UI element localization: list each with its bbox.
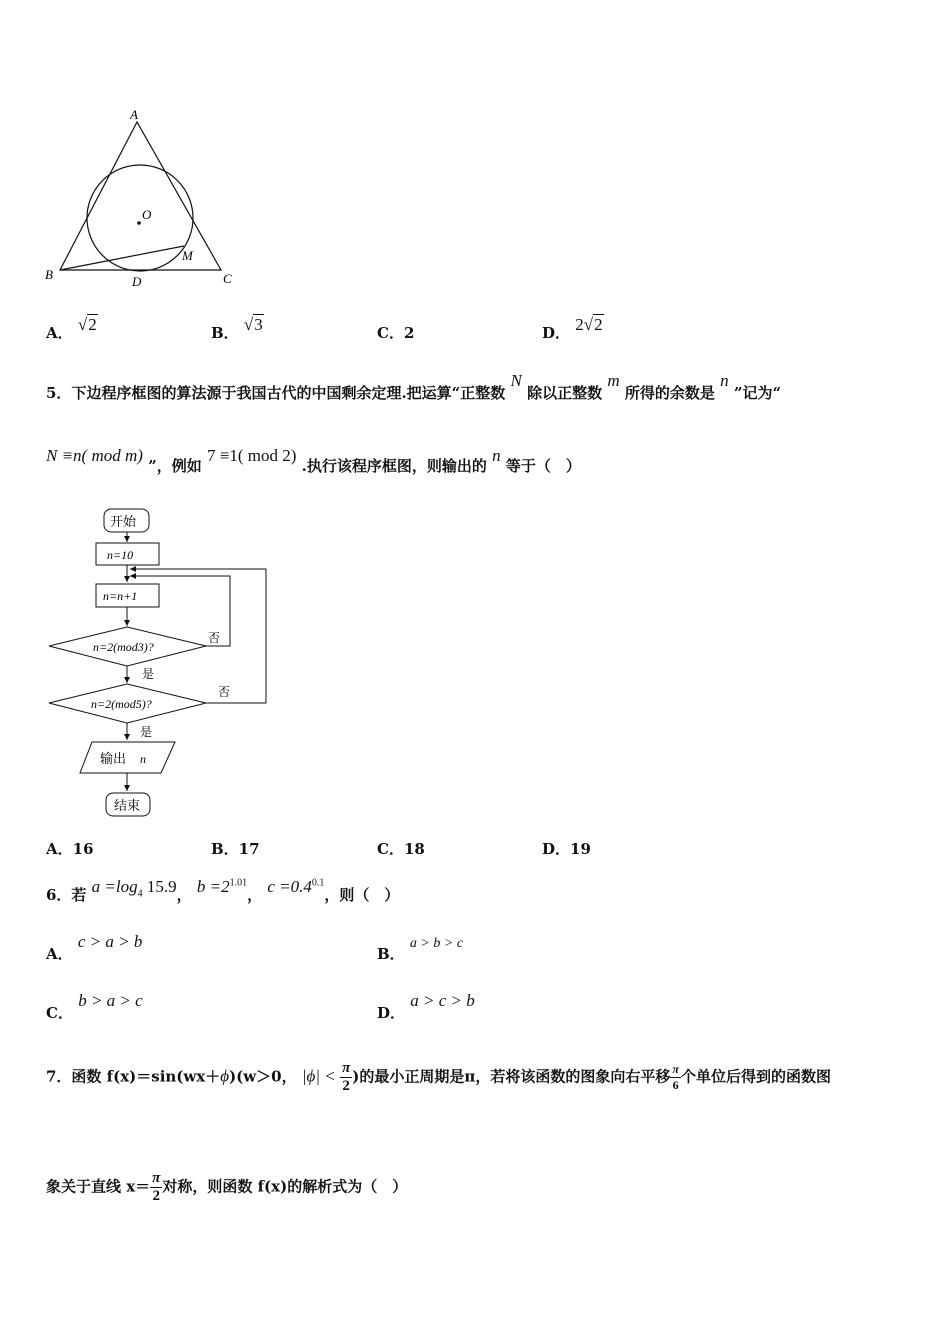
program-flowchart xyxy=(40,500,280,825)
q4-option-c xyxy=(377,322,414,343)
flow-init-text: n=10 xyxy=(107,548,134,562)
flow-output-box xyxy=(80,742,175,773)
q7-two-2: 2 xyxy=(152,1188,161,1204)
q7-pi-2: π xyxy=(672,1062,679,1076)
q4-option-b: B． √3 xyxy=(211,315,263,342)
segment-bm xyxy=(60,246,184,270)
q5-text-3: 所得的余数是 xyxy=(624,384,715,402)
q4-option-a-letter: A． xyxy=(46,324,73,342)
q6-a-expr: a =log xyxy=(91,877,138,896)
q4-option-d-value: 2 xyxy=(594,315,603,334)
q6-tail: ，则（ ） xyxy=(324,886,400,904)
q7-text-b: )(w＞0， xyxy=(229,1067,297,1086)
triangle-abc xyxy=(60,122,221,270)
q4-option-d: D． 2√2 xyxy=(542,315,603,342)
q7-text-d: 个单位后得到的函数图 xyxy=(680,1067,831,1086)
q4-option-a-value: 2 xyxy=(88,315,97,334)
q4-option-b-letter: B． xyxy=(211,324,239,342)
q7-text-f: 对称，则函数 f(x)的解析式为（ ） xyxy=(162,1177,408,1196)
q5-text-2: 除以正整数 xyxy=(527,384,603,402)
q7-less-than: < xyxy=(325,1066,335,1086)
q5-option-b: B．17 xyxy=(211,840,260,858)
q4-option-c-letter: C． xyxy=(377,324,404,342)
q4-option-c-value: 2 xyxy=(403,324,415,342)
flow-no1-label: 否 xyxy=(208,631,221,645)
q7-text-c: )的最小正周期是π，若将该函数的图象向右平移 xyxy=(352,1067,671,1086)
q6-option-a-letter: A． xyxy=(46,945,73,963)
q7-fraction-pi-over-6 xyxy=(670,1062,681,1093)
q4-option-d-coef: 2 xyxy=(575,315,584,334)
q5-var-n2: n xyxy=(492,446,501,465)
flow-increment-text: n=n+1 xyxy=(103,589,138,603)
q6-option-a-value: c > a > b xyxy=(77,932,143,951)
q6-b-exp: 1.01 xyxy=(229,877,248,889)
q6-option-d xyxy=(377,991,475,1023)
q4-option-d-letter: D． xyxy=(542,324,571,342)
q6-option-d-value: a > c > b xyxy=(410,991,475,1010)
q5-notation: N ≡n( mod m) xyxy=(46,446,143,465)
q5-line-1 xyxy=(46,371,782,403)
flow-no2-label: 否 xyxy=(218,685,231,699)
q6-option-c xyxy=(46,991,143,1023)
flow-yes1-label: 是 xyxy=(142,667,155,681)
q6-c-exp: 0.1 xyxy=(311,877,325,889)
q6-option-b xyxy=(377,936,464,964)
label-o: O xyxy=(142,207,152,222)
q7-line-1 xyxy=(46,1060,831,1095)
flow-output-var: n xyxy=(140,752,146,766)
q6-a-base: 4 xyxy=(137,888,143,900)
label-c: C xyxy=(223,271,232,286)
q5-text-5: ”，例如 xyxy=(148,457,202,475)
q5-text-4: ”记为“ xyxy=(733,384,782,402)
q7-pi: π xyxy=(342,1060,351,1076)
q6-option-b-value: a > b > c xyxy=(409,936,464,951)
center-dot xyxy=(137,221,141,225)
q7-phi: ϕ xyxy=(220,1066,230,1086)
q6-option-a xyxy=(46,932,143,964)
flow-start-text: 开始 xyxy=(110,514,137,529)
q7-pi-3: π xyxy=(152,1170,161,1186)
q6-option-c-value: b > a > c xyxy=(78,991,143,1010)
flow-output-label: 输出 xyxy=(100,751,127,766)
q7-abs-phi: |ϕ| xyxy=(301,1066,321,1086)
q4-option-b-value: 3 xyxy=(254,315,263,334)
label-b: B xyxy=(45,267,53,282)
q6-stem xyxy=(46,877,400,907)
q6-option-b-letter: B． xyxy=(377,945,405,963)
q7-fraction-pi-over-2-b xyxy=(150,1170,162,1205)
q5-var-n-upper: N xyxy=(510,371,522,390)
label-m: M xyxy=(182,248,193,263)
q7-two: 2 xyxy=(342,1078,350,1094)
q5-var-n: n xyxy=(720,371,729,390)
q7-text-e: 象关于直线 x＝ xyxy=(46,1177,151,1196)
q5-line-2 xyxy=(46,446,581,476)
q6-sep-2: ， xyxy=(247,886,263,904)
q6-option-c-letter: C． xyxy=(46,1004,73,1022)
q7-line-2 xyxy=(46,1170,407,1205)
q5-text-7: 等于（ ） xyxy=(505,457,581,475)
q6-option-d-letter: D． xyxy=(377,1004,406,1022)
q6-sep-1: ， xyxy=(176,886,192,904)
flow-cond1-text: n=2(mod3)? xyxy=(93,640,154,654)
q5-var-m: m xyxy=(607,371,620,390)
triangle-incircle-figure xyxy=(40,105,250,295)
q5-example: 7 ≡1( mod 2) xyxy=(207,446,297,465)
q5-number: 5． xyxy=(46,384,72,402)
flow-cond2-text: n=2(mod5)? xyxy=(91,697,152,711)
q4-option-a: A． √2 xyxy=(46,315,97,342)
q5-text-1: 下边程序框图的算法源于我国古代的中国剩余定理.把运算“正整数 xyxy=(71,384,506,402)
q7-fraction-pi-over-2 xyxy=(340,1060,352,1095)
q7-text-a: 7．函数 f(x)＝sin(wx＋ xyxy=(46,1067,221,1086)
q5-option-a: A．16 xyxy=(46,840,94,858)
q7-six: 6 xyxy=(672,1078,679,1092)
q6-a-arg: 15.9 xyxy=(146,877,177,896)
q6-b-expr: b =2 xyxy=(196,877,230,896)
q6-c-expr: c =0.4 xyxy=(267,877,312,896)
q6-number: 6．若 xyxy=(46,886,87,904)
q5-text-6: .执行该程序框图，则输出的 xyxy=(301,457,487,475)
flow-yes2-label: 是 xyxy=(140,725,153,739)
q5-option-d: D．19 xyxy=(542,840,591,858)
q5-option-c: C．18 xyxy=(377,840,425,858)
flow-end-text: 结束 xyxy=(114,798,141,813)
label-d: D xyxy=(132,274,142,289)
label-a: A xyxy=(130,107,138,122)
